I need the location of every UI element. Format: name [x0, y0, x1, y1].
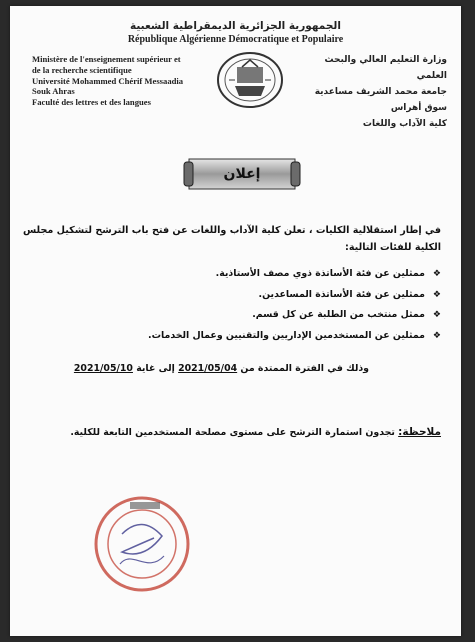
application-period: [69, 363, 369, 374]
official-stamp-icon: [92, 494, 192, 594]
header-arabic-republic: الجمهورية الجزائرية الديمقراطية الشعبية: [130, 20, 341, 32]
fr-line: Ministère de l'enseignement supérieur et: [32, 54, 181, 64]
list-item-text: ممثلين عن فئة الأساتذة المساعدين.: [258, 288, 425, 300]
list-item: [141, 285, 441, 306]
diamond-bullet-icon: ❖: [432, 310, 441, 320]
list-item-text: ممثل منتخب من الطلبة عن كل قسم.: [252, 309, 425, 320]
document-page: [10, 6, 461, 636]
header-french-institution: [32, 54, 212, 108]
list-item: [141, 264, 441, 285]
notice-note: [21, 426, 441, 438]
diamond-bullet-icon: ❖: [432, 289, 441, 300]
ar-line: وزارة التعليم العالي والبحث العلمي: [324, 55, 447, 81]
fr-line: de la recherche scientifique: [32, 64, 132, 75]
ar-line: جامعة محمد الشريف مساعدية: [314, 87, 447, 97]
list-item: [141, 326, 441, 347]
date-to: 2021/05/10: [73, 363, 133, 374]
list-item-text: ممثلين عن المستخدمين الإداريين والتقنيين وعمال الخدمات.: [148, 329, 425, 341]
notice-title: إعلان: [223, 166, 261, 182]
list-item-text: ممثلين عن فئة الأساتذة ذوي مصف الأستاذية.: [215, 268, 425, 279]
list-item: [141, 305, 441, 326]
candidate-category-list: [141, 264, 441, 346]
fr-line: Faculté des lettres et des langues: [32, 97, 151, 108]
notice-title-banner: [183, 156, 301, 192]
header-french-republic: République Algérienne Démocratique et Populaire: [127, 34, 344, 45]
date-from: 2021/05/04: [178, 363, 238, 374]
fr-line: Université Mohammed Chérif Messaadia: [32, 75, 184, 86]
diamond-bullet-icon: ❖: [432, 330, 441, 341]
fr-line: Souk Ahras: [32, 86, 75, 97]
university-logo-icon: [215, 50, 285, 110]
period-mid: إلى غاية: [136, 363, 175, 374]
period-prefix: وذلك في الفترة الممتدة من: [240, 363, 369, 374]
note-text: تجدون استمارة الترشح على مستوى مصلحة المستخدمين التابعة للكلية.: [70, 427, 395, 438]
ar-line: كلية الآداب واللغات: [362, 119, 447, 129]
notice-intro: في إطار استقلالية الكليات ، تعلن كلية الآداب واللغات عن فتح باب الترشح لتشكيل مجلس الكلية للفئات التالية:: [22, 225, 441, 253]
note-label: ملاحظة:: [398, 426, 441, 438]
ar-line: سوق أهراس: [390, 103, 447, 113]
diamond-bullet-icon: ❖: [432, 269, 441, 279]
header-arabic-institution: [297, 52, 447, 132]
